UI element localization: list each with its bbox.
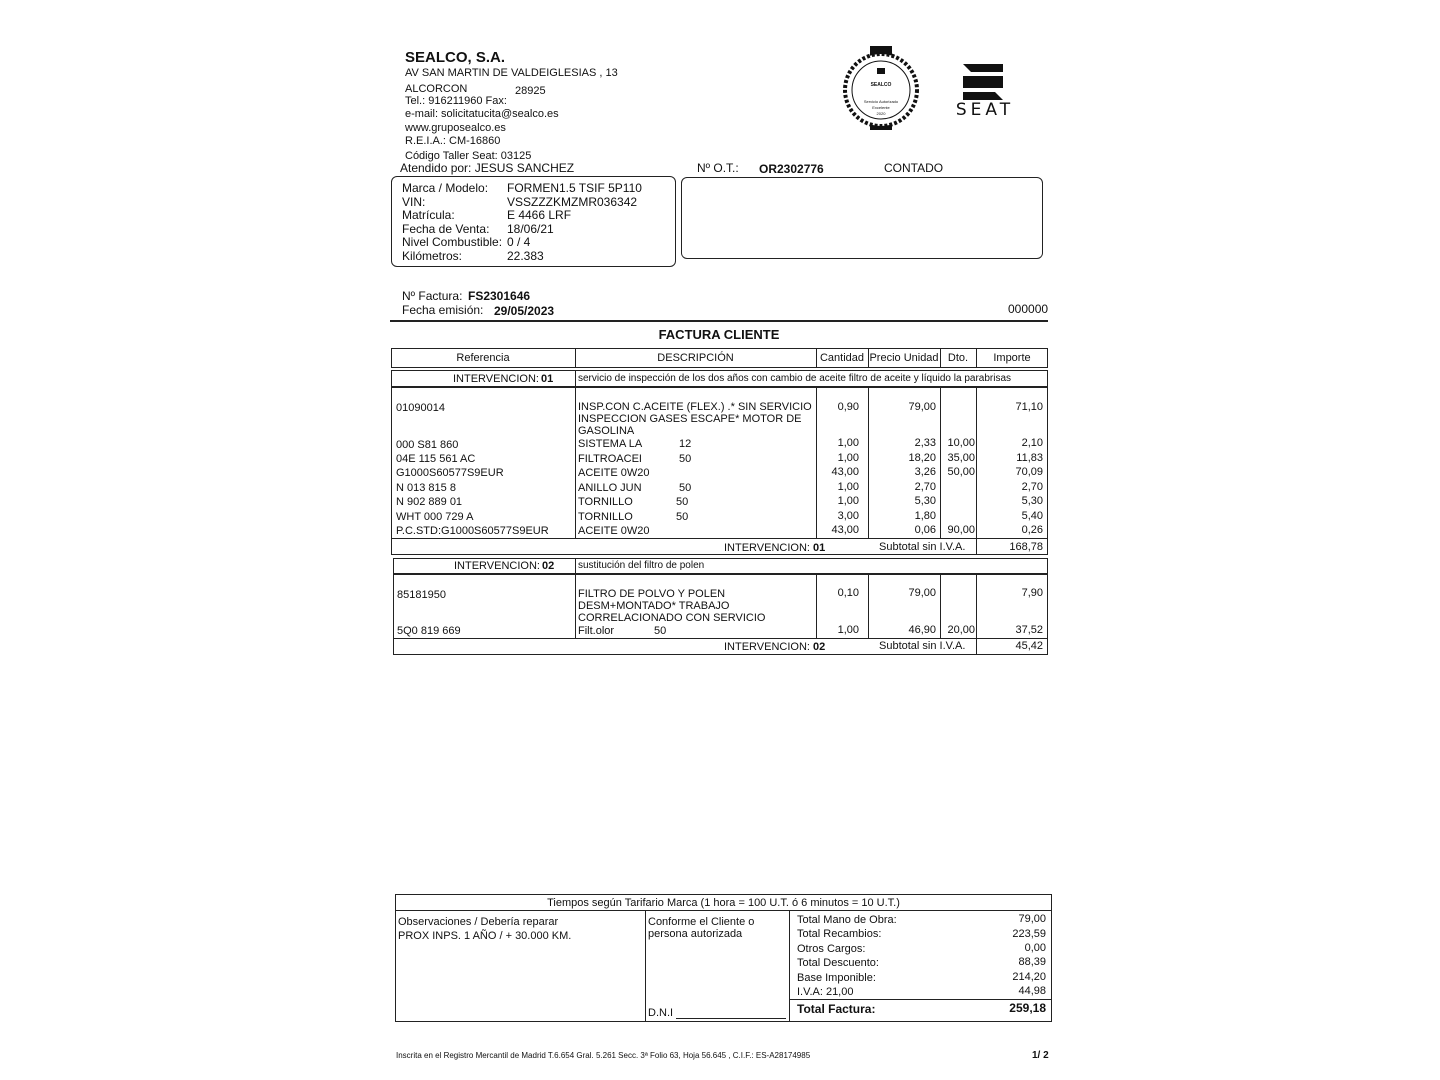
- registry-footer: Inscrita en el Registro Mercantil de Madrid T.6.654 Gral. 5.261 Secc. 3ª Folio 63, Hoja 56.645 , C.I.F.: ES-A28174985: [396, 1051, 811, 1060]
- seat-emblem-icon: [945, 62, 1025, 102]
- vat-value: 44,98: [1018, 985, 1046, 997]
- line-qty: 0,90: [837, 401, 859, 413]
- header-ref: Referencia: [456, 352, 510, 364]
- vehicle-value-model: FORMEN1.5 TSIF 5P110: [507, 181, 642, 195]
- vehicle-label-fuel: Nivel Combustible:: [402, 235, 503, 249]
- line-desc: DESM+MONTADO* TRABAJO: [578, 600, 730, 612]
- line-qty: 1,00: [837, 452, 859, 464]
- vat-label: I.V.A: 21,00: [797, 986, 854, 998]
- line-dto: 10,00: [947, 437, 975, 449]
- line-code: 50: [676, 511, 689, 523]
- header-discount: Dto.: [947, 352, 969, 364]
- grand-total-label: Total Factura:: [797, 1002, 876, 1016]
- consent-line-1: Conforme el Cliente o: [648, 916, 755, 928]
- intervention-02-subtotal-label: Subtotal sin I.V.A.: [879, 640, 966, 652]
- line-price: 2,70: [914, 481, 936, 493]
- line-amount: 37,52: [1015, 624, 1043, 636]
- intervention-02-subtotal-tag: INTERVENCION:: [724, 641, 810, 653]
- vehicle-value-fuel: 0 / 4: [507, 235, 531, 249]
- line-code: 50: [654, 625, 667, 637]
- vehicle-label-plate: Matrícula:: [402, 208, 455, 222]
- seat-logo-text: SEAT: [955, 100, 1015, 120]
- vehicle-value-km: 22.383: [507, 249, 544, 263]
- line-desc: Filt.olor: [578, 625, 615, 637]
- line-desc: TORNILLO: [578, 511, 633, 523]
- dni-label: D.N.I: [648, 1007, 674, 1019]
- table-row: G1000S60577S9EUR: [396, 467, 504, 479]
- company-address: AV SAN MARTIN DE VALDEIGLESIAS , 13: [405, 67, 618, 79]
- invoice-code: 000000: [1008, 302, 1049, 316]
- table-row: N 013 815 8: [396, 482, 456, 494]
- intervention-02-description: sustitución del filtro de polen: [578, 560, 705, 571]
- line-desc: FILTROACEI: [578, 453, 642, 465]
- invoice-number-label: Nº Factura:: [402, 289, 463, 303]
- line-code: 50: [679, 482, 692, 494]
- line-amount: 70,09: [1015, 466, 1043, 478]
- title-rule: [390, 320, 1048, 322]
- tax-base-label: Base Imponible:: [797, 972, 876, 984]
- consent-line-2: persona autorizada: [648, 928, 743, 940]
- intervention-02-number: 02: [542, 560, 555, 572]
- line-qty: 0,10: [837, 587, 859, 599]
- observations-title: Observaciones / Debería reparar: [398, 916, 559, 928]
- vehicle-label-km: Kilómetros:: [402, 249, 463, 263]
- company-phone: Tel.: 916211960 Fax:: [405, 95, 507, 107]
- company-zip: 28925: [515, 85, 546, 97]
- vehicle-value-vin: VSSZZZKMZMR036342: [507, 195, 638, 209]
- line-qty: 43,00: [831, 466, 859, 478]
- summary-box: [395, 894, 1052, 1022]
- intervention-01-number: 01: [541, 373, 554, 385]
- header-unit-price: Precio Unidad: [869, 352, 939, 364]
- total-parts-value: 223,59: [1012, 928, 1046, 940]
- intervention-02-label: INTERVENCION:: [454, 560, 540, 572]
- invoice-date: 29/05/2023: [494, 304, 555, 318]
- header-description: DESCRIPCIÓN: [657, 352, 734, 364]
- company-email: e-mail: solicitatucita@sealco.es: [405, 108, 559, 120]
- line-price: 3,26: [914, 466, 936, 478]
- total-parts-label: Total Recambios:: [797, 928, 882, 940]
- line-price: 79,00: [908, 587, 936, 599]
- line-dto: 50,00: [947, 466, 975, 478]
- line-price: 2,33: [914, 437, 936, 449]
- invoice-date-label: Fecha emisión:: [402, 303, 484, 317]
- order-label: Nº O.T.:: [697, 161, 739, 175]
- vehicle-label-sale-date: Fecha de Venta:: [402, 222, 490, 236]
- line-amount: 2,70: [1021, 481, 1043, 493]
- intervention-01-subtotal-tag: INTERVENCION:: [724, 542, 810, 554]
- seal-text-3: Excelente: [872, 105, 890, 110]
- line-dto: 35,00: [947, 452, 975, 464]
- line-amount: 5,40: [1021, 510, 1043, 522]
- invoice-title: FACTURA CLIENTE: [658, 327, 780, 342]
- intervention-01-subtotal: 168,78: [1009, 541, 1043, 553]
- company-name: SEALCO, S.A.: [405, 49, 506, 66]
- total-discount-value: 88,39: [1018, 956, 1046, 968]
- line-price: 5,30: [914, 495, 936, 507]
- sealco-seal-logo: [842, 46, 920, 130]
- observations-text: PROX INPS. 1 AÑO / + 30.000 KM.: [398, 930, 572, 942]
- table-row: 000 S81 860: [396, 439, 459, 451]
- total-labor-label: Total Mano de Obra:: [797, 914, 897, 926]
- line-desc: ACEITE 0W20: [578, 467, 650, 479]
- intervention-01-description: servicio de inspección de los dos años con cambio de aceite filtro de aceite y líquido la parabrisas: [578, 373, 1012, 384]
- company-workshop-code: Código Taller Seat: 03125: [405, 150, 532, 162]
- total-discount-label: Total Descuento:: [797, 957, 879, 969]
- page-number: 1/ 2: [1032, 1050, 1049, 1061]
- total-labor-value: 79,00: [1018, 913, 1046, 925]
- line-desc: ACEITE 0W20: [578, 525, 650, 537]
- vehicle-label-model: Marca / Modelo:: [402, 181, 489, 195]
- vehicle-label-vin: VIN:: [402, 195, 426, 209]
- line-qty: 43,00: [831, 524, 859, 536]
- other-charges-label: Otros Cargos:: [797, 943, 866, 955]
- line-desc: ANILLO JUN: [578, 482, 642, 494]
- company-reia: R.E.I.A.: CM-16860: [405, 135, 501, 147]
- table-row: 5Q0 819 669: [397, 625, 461, 637]
- table-row: N 902 889 01: [396, 496, 463, 508]
- intervention-02-subtotal: 45,42: [1015, 640, 1043, 652]
- table-row: 85181950: [397, 589, 446, 601]
- company-web: www.gruposealco.es: [405, 122, 506, 134]
- line-amount: 2,10: [1021, 437, 1043, 449]
- line-desc: FILTRO DE POLVO Y POLEN: [578, 588, 726, 600]
- line-qty: 1,00: [837, 437, 859, 449]
- tariff-note: Tiempos según Tarifario Marca (1 hora = 100 U.T. ó 6 minutos = 10 U.T.): [547, 897, 900, 909]
- line-amount: 11,83: [1016, 452, 1043, 464]
- line-qty: 1,00: [837, 495, 859, 507]
- line-amount: 7,90: [1021, 587, 1043, 599]
- intervention-01-subtotal-label: Subtotal sin I.V.A.: [879, 541, 966, 553]
- customer-box: [681, 177, 1043, 259]
- line-code: 12: [679, 438, 692, 450]
- line-code: 50: [679, 453, 692, 465]
- vehicle-value-sale-date: 18/06/21: [507, 222, 554, 236]
- order-number: OR2302776: [759, 162, 824, 176]
- seal-text-2: Servicio Autorizado: [863, 99, 899, 104]
- seal-text-4: 2020: [876, 111, 886, 116]
- header-qty: Cantidad: [819, 352, 865, 364]
- payment-method: CONTADO: [884, 161, 944, 175]
- table-row: 04E 115 561 AC: [396, 453, 476, 465]
- line-price: 46,90: [908, 624, 936, 636]
- line-price: 0,06: [914, 524, 936, 536]
- intervention-02-subtotal-number: 02: [813, 641, 826, 653]
- line-desc: INSPECCION GASES ESCAPE* MOTOR DE: [578, 413, 802, 425]
- intervention-01-label: INTERVENCION:: [453, 373, 539, 385]
- line-desc: INSP.CON C.ACEITE (FLEX.) .* SIN SERVICIO: [578, 401, 812, 413]
- line-code: 50: [676, 496, 689, 508]
- table-row: WHT 000 729 A: [396, 511, 474, 523]
- table-row: 01090014: [396, 402, 445, 414]
- invoice-number: FS2301646: [468, 289, 531, 303]
- line-price: 79,00: [908, 401, 936, 413]
- line-dto: 20,00: [947, 624, 975, 636]
- other-charges-value: 0,00: [1024, 942, 1046, 954]
- company-city: ALCORCON: [405, 83, 468, 95]
- line-desc: GASOLINA: [578, 425, 635, 437]
- seal-text-1: SEALCO: [870, 82, 892, 88]
- vehicle-value-plate: E 4466 LRF: [507, 208, 572, 222]
- tax-base-value: 214,20: [1012, 971, 1046, 983]
- line-price: 18,20: [908, 452, 936, 464]
- line-amount: 0,26: [1021, 524, 1043, 536]
- grand-total-value: 259,18: [1009, 1001, 1046, 1015]
- line-qty: 1,00: [837, 481, 859, 493]
- line-amount: 71,10: [1015, 401, 1043, 413]
- attended-by: Atendido por: JESUS SANCHEZ: [400, 161, 575, 175]
- dni-signature-line: [676, 1018, 786, 1019]
- intervention-01-subtotal-number: 01: [813, 542, 826, 554]
- seat-logo: [945, 62, 1025, 122]
- line-desc: TORNILLO: [578, 496, 633, 508]
- line-dto: 90,00: [947, 524, 975, 536]
- line-desc: SISTEMA LA: [578, 438, 643, 450]
- header-amount: Importe: [993, 352, 1031, 364]
- line-qty: 1,00: [837, 624, 859, 636]
- line-qty: 3,00: [837, 510, 859, 522]
- line-amount: 5,30: [1021, 495, 1043, 507]
- line-desc: CORRELACIONADO CON SERVICIO: [578, 612, 766, 624]
- line-price: 1,80: [914, 510, 936, 522]
- table-row: P.C.STD:G1000S60577S9EUR: [396, 525, 549, 537]
